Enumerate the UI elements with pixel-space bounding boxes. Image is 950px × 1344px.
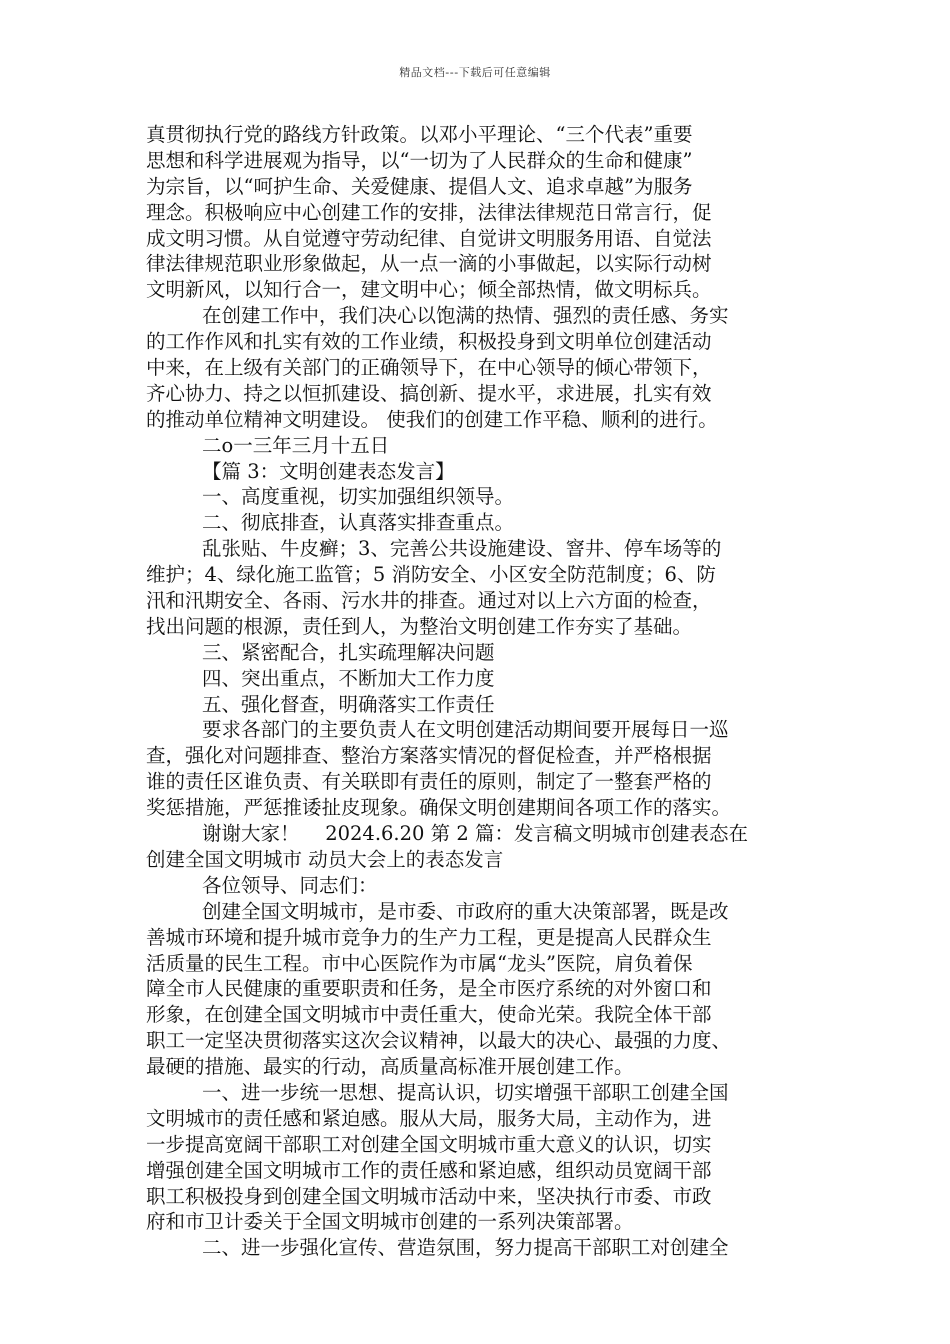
text-line: 齐心协力、持之以恒抓建设、搞创新、提水平，求进展，扎实有效 <box>146 381 712 405</box>
text-line: 三、紧密配合，扎实疏理解决问题 <box>202 640 495 664</box>
text-line: 二、进一步强化宣传、营造氛围，努力提高干部职工对创建全 <box>202 1236 729 1260</box>
text-line: 在创建工作中，我们决心以饱满的热情、强烈的责任感、务实 <box>202 304 729 328</box>
text-line: 障全市人民健康的重要职责和任务，是全市医疗系统的对外窗口和 <box>146 977 712 1001</box>
page-header: 精品文档---下载后可任意编辑 <box>399 66 551 79</box>
text-line: 成文明习惯。从自觉遵守劳动纪律、自觉讲文明服务用语、自觉法 <box>146 226 712 250</box>
text-line: 二、彻底排查，认真落实排查重点。 <box>202 511 515 535</box>
text-line: 要求各部门的主要负责人在文明创建活动期间要开展每日一巡 <box>202 718 729 742</box>
text-line: 为宗旨，以“呵护生命、关爱健康、提倡人文、追求卓越”为服务 <box>146 174 693 198</box>
text-line: 文明城市的责任感和紧迫感。服从大局，服务大局，主动作为，进 <box>146 1106 712 1130</box>
text-line: 谢谢大家！ 2024.6.20 第 2 篇：发言稿文明城市创建表态在 <box>202 822 748 846</box>
text-line: 五、强化督查，明确落实工作责任 <box>202 692 495 716</box>
text-line: 职工一定坚决贯彻落实这次会议精神，以最大的决心、最强的力度、 <box>146 1029 732 1053</box>
text-line: 形象，在创建全国文明城市中责任重大，使命光荣。我院全体干部 <box>146 1003 712 1027</box>
text-line: 乱张贴、牛皮癣；3、完善公共设施建设、窨井、停车场等的 <box>202 537 722 561</box>
text-line: 增强创建全国文明城市工作的责任感和紧迫感，组织动员宽阔干部 <box>146 1158 712 1182</box>
text-line: 真贯彻执行党的路线方针政策。以邓小平理论、“三个代表”重要 <box>146 123 693 146</box>
text-line: 奖惩措施，严惩推诿扯皮现象。确保文明创建期间各项工作的落实。 <box>146 796 732 820</box>
document-body <box>146 122 826 1261</box>
text-line: 汛和汛期安全、各雨、污水井的排查。通过对以上六方面的检查， <box>146 589 712 613</box>
text-line: 一、进一步统一思想、提高认识，切实增强干部职工创建全国 <box>202 1080 729 1104</box>
text-line: 职工积极投身到创建全国文明城市活动中来，坚决执行市委、市政 <box>146 1184 712 1208</box>
text-line: 查，强化对问题排查、整治方案落实情况的督促检查，并严格根据 <box>146 744 712 768</box>
text-line: 一步提高宽阔干部职工对创建全国文明城市重大意义的认识，切实 <box>146 1132 712 1156</box>
text-line: 中来，在上级有关部门的正确领导下，在中心领导的倾心带领下， <box>146 356 712 380</box>
text-line: 【篇 3：文明创建表态发言】 <box>202 459 455 483</box>
text-line: 活质量的民生工程。市中心医院作为市属“龙头”医院，肩负着保 <box>146 951 693 975</box>
text-line: 善城市环境和提升城市竞争力的生产力工程，更是提高人民群众生 <box>146 925 712 949</box>
text-line: 最硬的措施、最实的行动，高质量高标准开展创建工作。 <box>146 1055 634 1079</box>
text-line: 二o一三年三月十五日 <box>202 433 390 457</box>
text-line: 各位领导、同志们： <box>202 873 378 897</box>
text-line: 的推动单位精神文明建设。 使我们的创建工作平稳、顺利的进行。 <box>146 407 718 431</box>
text-line: 律法律规范职业形象做起，从一点一滴的小事做起，以实际行动树 <box>146 252 712 276</box>
text-line: 文明新风，以知行合一，建文明中心；倾全部热情，做文明标兵。 <box>146 278 712 302</box>
text-line: 府和市卫计委关于全国文明城市创建的一系列决策部署。 <box>146 1210 634 1234</box>
text-line: 理念。积极响应中心创建工作的安排，法律法律规范日常言行，促 <box>146 200 712 224</box>
text-line: 找出问题的根源，责任到人，为整治文明创建工作夯实了基础。 <box>146 614 693 638</box>
text-line: 谁的责任区谁负责、有关联即有责任的原则，制定了一整套严格的 <box>146 770 712 794</box>
text-line: 维护；4、绿化施工监管；5 消防安全、小区安全防范制度；6、防 <box>146 563 716 587</box>
text-line: 创建全国文明城市 动员大会上的表态发言 <box>146 847 504 871</box>
text-line: 思想和科学进展观为指导，以“一切为了人民群众的生命和健康” <box>146 148 693 172</box>
text-line: 创建全国文明城市，是市委、市政府的重大决策部署，既是改 <box>202 899 729 923</box>
text-line: 四、突出重点，不断加大工作力度 <box>202 666 495 690</box>
text-line: 的工作作风和扎实有效的工作业绩，积极投身到文明单位创建活动 <box>146 330 712 354</box>
text-line: 一、高度重视，切实加强组织领导。 <box>202 485 515 509</box>
